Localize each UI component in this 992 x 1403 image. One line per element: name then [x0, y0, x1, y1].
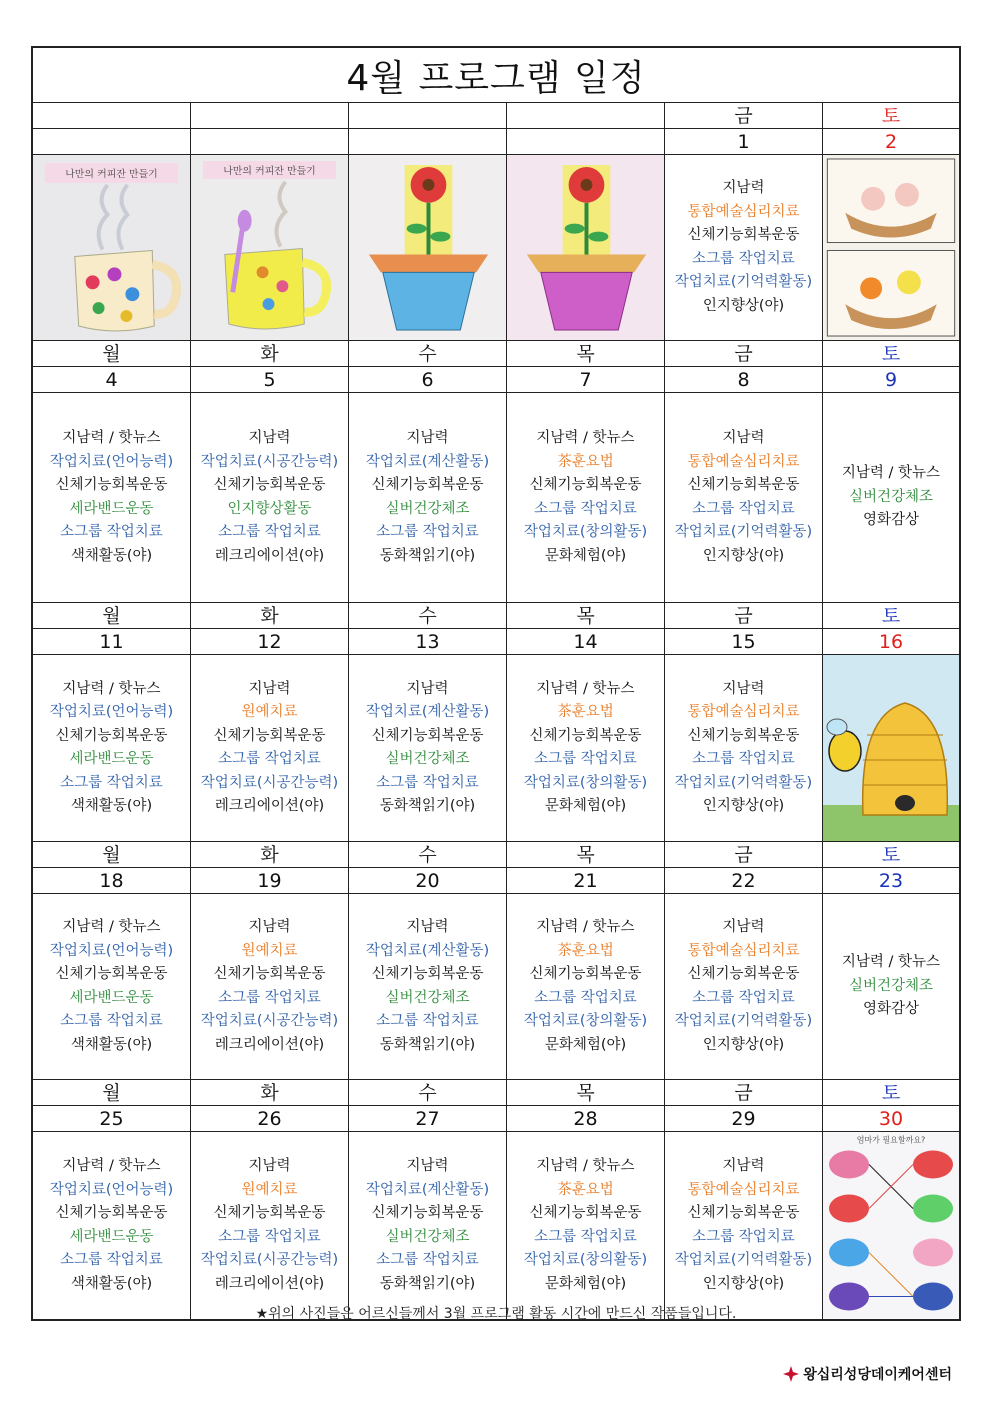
- activity-item: 작업치료(기억력활동): [674, 1013, 813, 1029]
- activity-item: 작업치료(시공간능력): [200, 774, 339, 791]
- activity-item: 실버건강체조: [848, 488, 934, 505]
- day-header: 월: [33, 1080, 191, 1106]
- activity-item: 소그룹 작업치료: [692, 1228, 795, 1245]
- activity-item: 신체기능회복운동: [55, 966, 168, 982]
- day-activities-mon: [33, 1132, 191, 1319]
- activity-item: 신체기능회복운동: [55, 727, 168, 744]
- activity-item: 작업치료(계산활동): [365, 704, 490, 720]
- activity-item: 작업치료(창의활동): [523, 1252, 648, 1268]
- bird-nest-craft-image: [823, 155, 959, 340]
- date-cell: 8: [665, 367, 823, 393]
- day-activities-thu: [507, 894, 665, 1080]
- activity-item: 소그룹 작업치료: [534, 751, 637, 767]
- activity-item: 소그룹 작업치료: [534, 989, 637, 1006]
- activity-item: 신체기능회복운동: [213, 477, 326, 493]
- craft-photo-flower-1: [349, 155, 507, 341]
- date-cell: [507, 129, 665, 155]
- activity-item: 신체기능회복운동: [687, 227, 800, 243]
- date-cell: 6: [349, 367, 507, 393]
- activity-item: 통합예술심리치료: [687, 203, 800, 220]
- activity-item: 작업치료(기억력활동): [674, 524, 813, 540]
- day-activities-tue: [191, 1132, 349, 1319]
- coffee-cup-craft-image: [191, 155, 348, 340]
- date-cell: 11: [33, 629, 191, 655]
- activity-item: 문화체험(야): [544, 547, 627, 564]
- activity-item: 지남력 / 핫뉴스: [841, 954, 941, 971]
- date-cell: 14: [507, 629, 665, 655]
- date-cell: [191, 129, 349, 155]
- craft-photo-purses: [823, 1132, 959, 1319]
- craft-photo-birds: [823, 155, 959, 341]
- activity-item: 소그룹 작업치료: [534, 500, 637, 517]
- day-header: [33, 103, 191, 129]
- activity-item: 지남력 / 핫뉴스: [536, 680, 635, 697]
- photo-caption: 나만의 커피잔 만들기: [65, 168, 158, 180]
- activity-item: 지남력: [406, 430, 449, 446]
- organization-name: 왕십리성당데이케어센터: [803, 1367, 952, 1383]
- activity-item: 신체기능회복운동: [55, 1205, 168, 1221]
- activity-item: 작업치료(시공간능력): [200, 1252, 339, 1268]
- activity-item: 신체기능회복운동: [529, 1205, 642, 1221]
- day-activities-thu: [507, 655, 665, 842]
- day-activities-fri: [665, 155, 823, 341]
- activity-item: 신체기능회복운동: [371, 727, 484, 744]
- activity-item: 세라밴드운동: [69, 1228, 154, 1245]
- activity-item: 영화감상: [862, 512, 920, 529]
- activity-item: 신체기능회복운동: [687, 727, 800, 744]
- date-cell: 27: [349, 1106, 507, 1132]
- flower-pot-craft-image: [349, 155, 506, 340]
- activity-item: 茶훈요법: [557, 942, 614, 959]
- activity-item: 茶훈요법: [557, 704, 614, 720]
- footnote: ★위의 사진들은 어르신들께서 3월 프로그램 활동 시간에 만드신 작품들입니다.: [255, 1306, 737, 1322]
- page-title: 4월 프로그램 일정: [33, 48, 959, 103]
- date-cell-sat: 23: [823, 868, 959, 894]
- activity-item: 소그룹 작업치료: [218, 1228, 321, 1245]
- day-header: [191, 103, 349, 129]
- activity-item: 색채활동(야): [70, 798, 153, 814]
- activity-item: 茶훈요법: [557, 1181, 614, 1198]
- activity-item: 세라밴드운동: [69, 500, 154, 517]
- date-cell: [349, 129, 507, 155]
- day-activities-mon: [33, 655, 191, 842]
- date-cell: 13: [349, 629, 507, 655]
- activity-item: 작업치료(기억력활동): [674, 774, 813, 791]
- day-header: 수: [349, 842, 507, 868]
- day-header: 목: [507, 603, 665, 629]
- activity-item: 지남력 / 핫뉴스: [62, 430, 161, 446]
- activity-item: 소그룹 작업치료: [218, 751, 321, 767]
- date-cell: [33, 129, 191, 155]
- activity-item: 실버건강체조: [385, 989, 470, 1006]
- activity-item: 실버건강체조: [385, 500, 470, 517]
- craft-photo-beehive: [823, 655, 959, 842]
- activity-item: 지남력: [248, 430, 291, 446]
- photo-caption: 나만의 커피잔 만들기: [223, 165, 316, 177]
- day-header-sat: 토: [823, 341, 959, 367]
- activity-item: 지남력 / 핫뉴스: [62, 680, 161, 697]
- activity-item: 지남력: [722, 680, 765, 697]
- date-cell: 7: [507, 367, 665, 393]
- activity-item: 색채활동(야): [70, 1275, 153, 1292]
- activity-item: 신체기능회복운동: [213, 1205, 326, 1221]
- flower-pot-craft-image: [507, 155, 664, 340]
- calendar-grid: [33, 103, 959, 1319]
- day-activities-mon: [33, 393, 191, 603]
- activity-item: 작업치료(창의활동): [523, 524, 648, 540]
- activity-item: 소그룹 작업치료: [692, 250, 795, 267]
- activity-item: 지남력: [406, 680, 449, 697]
- activity-item: 소그룹 작업치료: [218, 989, 321, 1006]
- activity-item: 지남력: [248, 1158, 291, 1174]
- craft-photo-cup-2: [191, 155, 349, 341]
- day-header: 수: [349, 603, 507, 629]
- day-header: 화: [191, 603, 349, 629]
- day-activities-fri: [665, 655, 823, 842]
- date-cell-sat: 30: [823, 1106, 959, 1132]
- caritas-cross-icon: [783, 1366, 799, 1382]
- calendar: [31, 46, 961, 1321]
- day-header: 수: [349, 1080, 507, 1106]
- day-header: 목: [507, 341, 665, 367]
- date-cell: 29: [665, 1106, 823, 1132]
- activity-item: 신체기능회복운동: [371, 477, 484, 493]
- activity-item: 통합예술심리치료: [687, 942, 800, 959]
- date-cell-sat: 9: [823, 367, 959, 393]
- activity-item: 실버건강체조: [385, 1228, 470, 1245]
- activity-item: 실버건강체조: [848, 977, 934, 994]
- day-header: [507, 103, 665, 129]
- activity-item: 신체기능회복운동: [55, 477, 168, 493]
- day-header: 목: [507, 842, 665, 868]
- day-header: [349, 103, 507, 129]
- coffee-cup-craft-image: [33, 155, 190, 340]
- activity-item: 작업치료(계산활동): [365, 453, 490, 470]
- activity-item: 소그룹 작업치료: [376, 1252, 479, 1268]
- activity-item: 지남력: [406, 1158, 449, 1174]
- activity-item: 소그룹 작업치료: [376, 774, 479, 791]
- date-cell: 22: [665, 868, 823, 894]
- day-activities-wed: [349, 894, 507, 1080]
- photo-caption: 엄마가 필요할까요?: [856, 1135, 926, 1145]
- activity-item: 통합예술심리치료: [687, 453, 800, 470]
- activity-item: 레크리에이션(야): [214, 798, 325, 814]
- day-header: 목: [507, 1080, 665, 1106]
- day-activities-fri: [665, 393, 823, 603]
- activity-item: 인지향상(야): [702, 798, 785, 814]
- activity-item: 지남력 / 핫뉴스: [841, 465, 941, 482]
- activity-item: 원예치료: [241, 704, 298, 720]
- day-activities-tue: [191, 655, 349, 842]
- date-cell-sat: 2: [823, 129, 959, 155]
- date-cell: 20: [349, 868, 507, 894]
- activity-item: 인지향상(야): [702, 1036, 785, 1053]
- activity-item: 인지향상(야): [702, 1275, 785, 1292]
- craft-photo-flower-2: [507, 155, 665, 341]
- day-header: 금: [665, 842, 823, 868]
- day-activities-tue: [191, 894, 349, 1080]
- activity-item: 소그룹 작업치료: [218, 524, 321, 540]
- activity-item: 세라밴드운동: [69, 751, 154, 767]
- activity-item: 지남력 / 핫뉴스: [536, 430, 635, 446]
- activity-item: 소그룹 작업치료: [692, 500, 795, 517]
- activity-item: 신체기능회복운동: [529, 727, 642, 744]
- date-cell: 5: [191, 367, 349, 393]
- day-activities-thu: [507, 393, 665, 603]
- craft-photo-cup-1: [33, 155, 191, 341]
- activity-item: 색채활동(야): [70, 1036, 153, 1053]
- activity-item: 동화책읽기(야): [379, 1036, 476, 1053]
- activity-item: 동화책읽기(야): [379, 798, 476, 814]
- activity-item: 신체기능회복운동: [371, 966, 484, 982]
- day-header: 화: [191, 1080, 349, 1106]
- activity-item: 레크리에이션(야): [214, 1275, 325, 1292]
- date-cell: 19: [191, 868, 349, 894]
- activity-item: 영화감상: [862, 1001, 920, 1018]
- activity-item: 신체기능회복운동: [529, 477, 642, 493]
- activity-item: 소그룹 작업치료: [376, 1013, 479, 1029]
- date-cell: 21: [507, 868, 665, 894]
- day-activities-sat: [823, 894, 959, 1080]
- activity-item: 신체기능회복운동: [529, 966, 642, 982]
- day-header-sat: 토: [823, 103, 959, 129]
- activity-item: 작업치료(창의활동): [523, 1013, 648, 1029]
- activity-item: 소그룹 작업치료: [60, 1013, 163, 1029]
- activity-item: 작업치료(기억력활동): [674, 1252, 813, 1268]
- beehive-craft-image: [823, 655, 959, 841]
- activity-item: 인지향상(야): [702, 547, 785, 564]
- activity-item: 소그룹 작업치료: [60, 774, 163, 791]
- organization-logo: [783, 1364, 952, 1384]
- activity-item: 작업치료(기억력활동): [674, 274, 813, 290]
- activity-item: 문화체험(야): [544, 1275, 627, 1292]
- day-header: 금: [665, 1080, 823, 1106]
- day-activities-wed: [349, 655, 507, 842]
- activity-item: 소그룹 작업치료: [60, 1252, 163, 1268]
- purse-matching-craft-image: [823, 1132, 959, 1319]
- date-cell: 15: [665, 629, 823, 655]
- activity-item: 동화책읽기(야): [379, 1275, 476, 1292]
- activity-item: 인지향상활동: [227, 500, 312, 517]
- activity-item: 소그룹 작업치료: [534, 1228, 637, 1245]
- activity-item: 지남력: [406, 919, 449, 935]
- day-header: 수: [349, 341, 507, 367]
- date-cell: 4: [33, 367, 191, 393]
- day-header: 금: [665, 341, 823, 367]
- activity-item: 지남력 / 핫뉴스: [536, 919, 635, 935]
- day-activities-wed: [349, 393, 507, 603]
- day-header: 월: [33, 341, 191, 367]
- day-activities-mon: [33, 894, 191, 1080]
- activity-item: 지남력: [248, 680, 291, 697]
- activity-item: 신체기능회복운동: [213, 727, 326, 744]
- activity-item: 작업치료(시공간능력): [200, 1013, 339, 1029]
- activity-item: 신체기능회복운동: [213, 966, 326, 982]
- activity-item: 세라밴드운동: [69, 989, 154, 1006]
- date-cell: 18: [33, 868, 191, 894]
- day-header-sat: 토: [823, 842, 959, 868]
- day-activities-fri: [665, 1132, 823, 1319]
- date-cell: 26: [191, 1106, 349, 1132]
- activity-item: 레크리에이션(야): [214, 1036, 325, 1053]
- activity-item: 실버건강체조: [385, 751, 470, 767]
- activity-item: 인지향상(야): [702, 297, 785, 314]
- day-activities-thu: [507, 1132, 665, 1319]
- activity-item: 지남력: [722, 180, 765, 196]
- activity-item: 지남력: [248, 919, 291, 935]
- day-activities-sat: [823, 393, 959, 603]
- activity-item: 원예치료: [241, 942, 298, 959]
- day-header: 금: [665, 603, 823, 629]
- activity-item: 레크리에이션(야): [214, 547, 325, 564]
- day-header-fri: 금: [665, 103, 823, 129]
- activity-item: 작업치료(언어능력): [49, 942, 174, 959]
- day-activities-fri: [665, 894, 823, 1080]
- activity-item: 지남력 / 핫뉴스: [536, 1158, 635, 1174]
- activity-item: 신체기능회복운동: [371, 1205, 484, 1221]
- activity-item: 신체기능회복운동: [687, 477, 800, 493]
- date-cell: 1: [665, 129, 823, 155]
- day-header-sat: 토: [823, 1080, 959, 1106]
- day-activities-tue: [191, 393, 349, 603]
- activity-item: 지남력 / 핫뉴스: [62, 1158, 161, 1174]
- date-cell: 12: [191, 629, 349, 655]
- activity-item: 작업치료(창의활동): [523, 774, 648, 791]
- day-header: 월: [33, 603, 191, 629]
- activity-item: 지남력: [722, 919, 765, 935]
- activity-item: 색채활동(야): [70, 547, 153, 564]
- date-cell: 28: [507, 1106, 665, 1132]
- activity-item: 지남력 / 핫뉴스: [62, 919, 161, 935]
- activity-item: 작업치료(언어능력): [49, 704, 174, 720]
- activity-item: 통합예술심리치료: [687, 704, 800, 720]
- day-header: 화: [191, 341, 349, 367]
- day-activities-wed: [349, 1132, 507, 1319]
- activity-item: 소그룹 작업치료: [692, 989, 795, 1006]
- activity-item: 작업치료(계산활동): [365, 1181, 490, 1198]
- day-header: 월: [33, 842, 191, 868]
- activity-item: 지남력: [722, 1158, 765, 1174]
- day-header: 화: [191, 842, 349, 868]
- activity-item: 소그룹 작업치료: [692, 751, 795, 767]
- activity-item: 문화체험(야): [544, 798, 627, 814]
- activity-item: 원예치료: [241, 1181, 298, 1198]
- activity-item: 통합예술심리치료: [687, 1181, 800, 1198]
- day-header-sat: 토: [823, 603, 959, 629]
- activity-item: 작업치료(언어능력): [49, 1181, 174, 1198]
- activity-item: 지남력: [722, 430, 765, 446]
- activity-item: 신체기능회복운동: [687, 1205, 800, 1221]
- activity-item: 소그룹 작업치료: [60, 524, 163, 540]
- date-cell-sat: 16: [823, 629, 959, 655]
- date-cell: 25: [33, 1106, 191, 1132]
- activity-item: 소그룹 작업치료: [376, 524, 479, 540]
- activity-item: 작업치료(시공간능력): [200, 453, 339, 470]
- activity-item: 작업치료(언어능력): [49, 453, 174, 470]
- activity-item: 茶훈요법: [557, 453, 614, 470]
- activity-item: 작업치료(계산활동): [365, 942, 490, 959]
- activity-item: 동화책읽기(야): [379, 547, 476, 564]
- activity-item: 문화체험(야): [544, 1036, 627, 1053]
- activity-item: 신체기능회복운동: [687, 966, 800, 982]
